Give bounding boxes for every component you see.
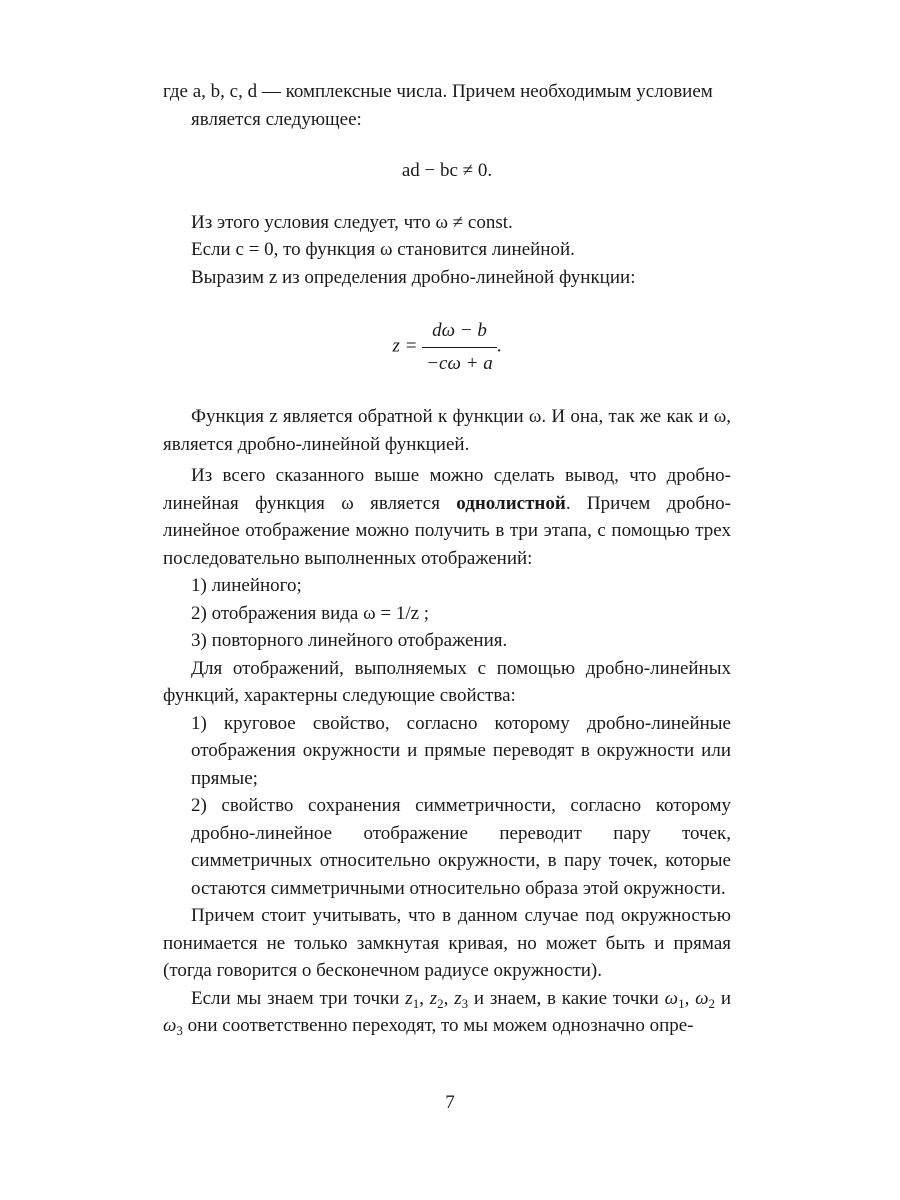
formula-determinant: ad − bc ≠ 0. <box>401 160 493 181</box>
line-3: Из этого условия следует, что ω ≠ const. <box>191 211 513 233</box>
formula-fraction <box>422 317 497 377</box>
var: ω <box>695 987 709 1009</box>
text: и знаем, в какие точки <box>468 987 665 1009</box>
sub: 2 <box>708 995 716 1011</box>
formula-lhs: z = <box>392 335 418 357</box>
sub: 3 <box>176 1023 183 1038</box>
var: z <box>405 987 413 1009</box>
page-text <box>163 78 731 1040</box>
sub: 3 <box>461 995 469 1011</box>
list-item-1: 1) линейного; <box>191 575 302 596</box>
sub: 1 <box>678 995 685 1011</box>
fraction-denominator: −cω + a <box>426 352 493 374</box>
formula-period: . <box>496 335 502 357</box>
term-univalent: однолистной <box>456 492 566 514</box>
list-item-2: 2) отображения вида ω = 1/z ; <box>191 602 430 624</box>
property-1: 1) круговое свойство, согласно которому дробно-линейные отображения окружности и прямые переводят в окружности или прямые; <box>191 712 731 789</box>
line-4: Если c = 0, то функция ω становится линейной. <box>191 239 575 260</box>
var: ω <box>163 1015 177 1036</box>
paragraph-circle-note: Причем стоит учитывать, что в данном случае под окружностью понимается не только замкнутая кривая, но может быть и прямая (тогда говорится о бесконечном радиусе окружности). <box>163 905 731 981</box>
page-number: 7 <box>445 1092 455 1113</box>
sub: 1 <box>412 995 420 1011</box>
property-2: 2) свойство сохранения симметричности, согласно которому дробно-линейное отображение переводит пару точек, симметричных относительно окружности, в пару точек, которые остаются симметричными относительно образа этой окружности. <box>191 795 731 899</box>
fraction-numerator: dω − b <box>422 317 497 348</box>
sub: 2 <box>437 995 444 1011</box>
para-text-c: . Причем дробно-линейное отображение можно получить в три этапа, с помощью трех последовательно выполненных отображений: <box>163 492 732 569</box>
paragraph-inverse: Функция z является обратной к функции ω. И она, так же как и ω, является дробно-линейной функцией. <box>163 406 731 455</box>
formula-inverse <box>163 317 731 377</box>
paragraph-three-points <box>163 985 731 1040</box>
var: ω <box>664 987 679 1009</box>
text: , <box>684 987 696 1009</box>
text: Если мы знаем три точки <box>191 987 406 1009</box>
var: z <box>429 987 438 1009</box>
text: , <box>443 987 455 1009</box>
list-item-3: 3) повторного линейного отображения. <box>191 630 508 651</box>
text: , <box>419 987 430 1009</box>
line-1: где a, b, c, d — комплексные числа. Причем необходимым условием <box>163 81 713 102</box>
text: они соответственно переходят, то мы можем однозначно опре- <box>182 1015 694 1036</box>
line-5: Выразим z из определения дробно-линейной функции: <box>191 266 636 288</box>
var: z <box>454 987 462 1009</box>
text: и <box>715 987 732 1009</box>
paragraph-univalent <box>163 462 731 572</box>
para-text-a: Из всего сказанного выше можно сделать вывод, что дробно-линейная функция ω является <box>163 465 731 514</box>
paragraph-properties: Для отображений, выполняемых с помощью дробно-линейных функций, характерны следующие свойства: <box>163 657 731 706</box>
line-2: является следующее: <box>191 108 362 130</box>
